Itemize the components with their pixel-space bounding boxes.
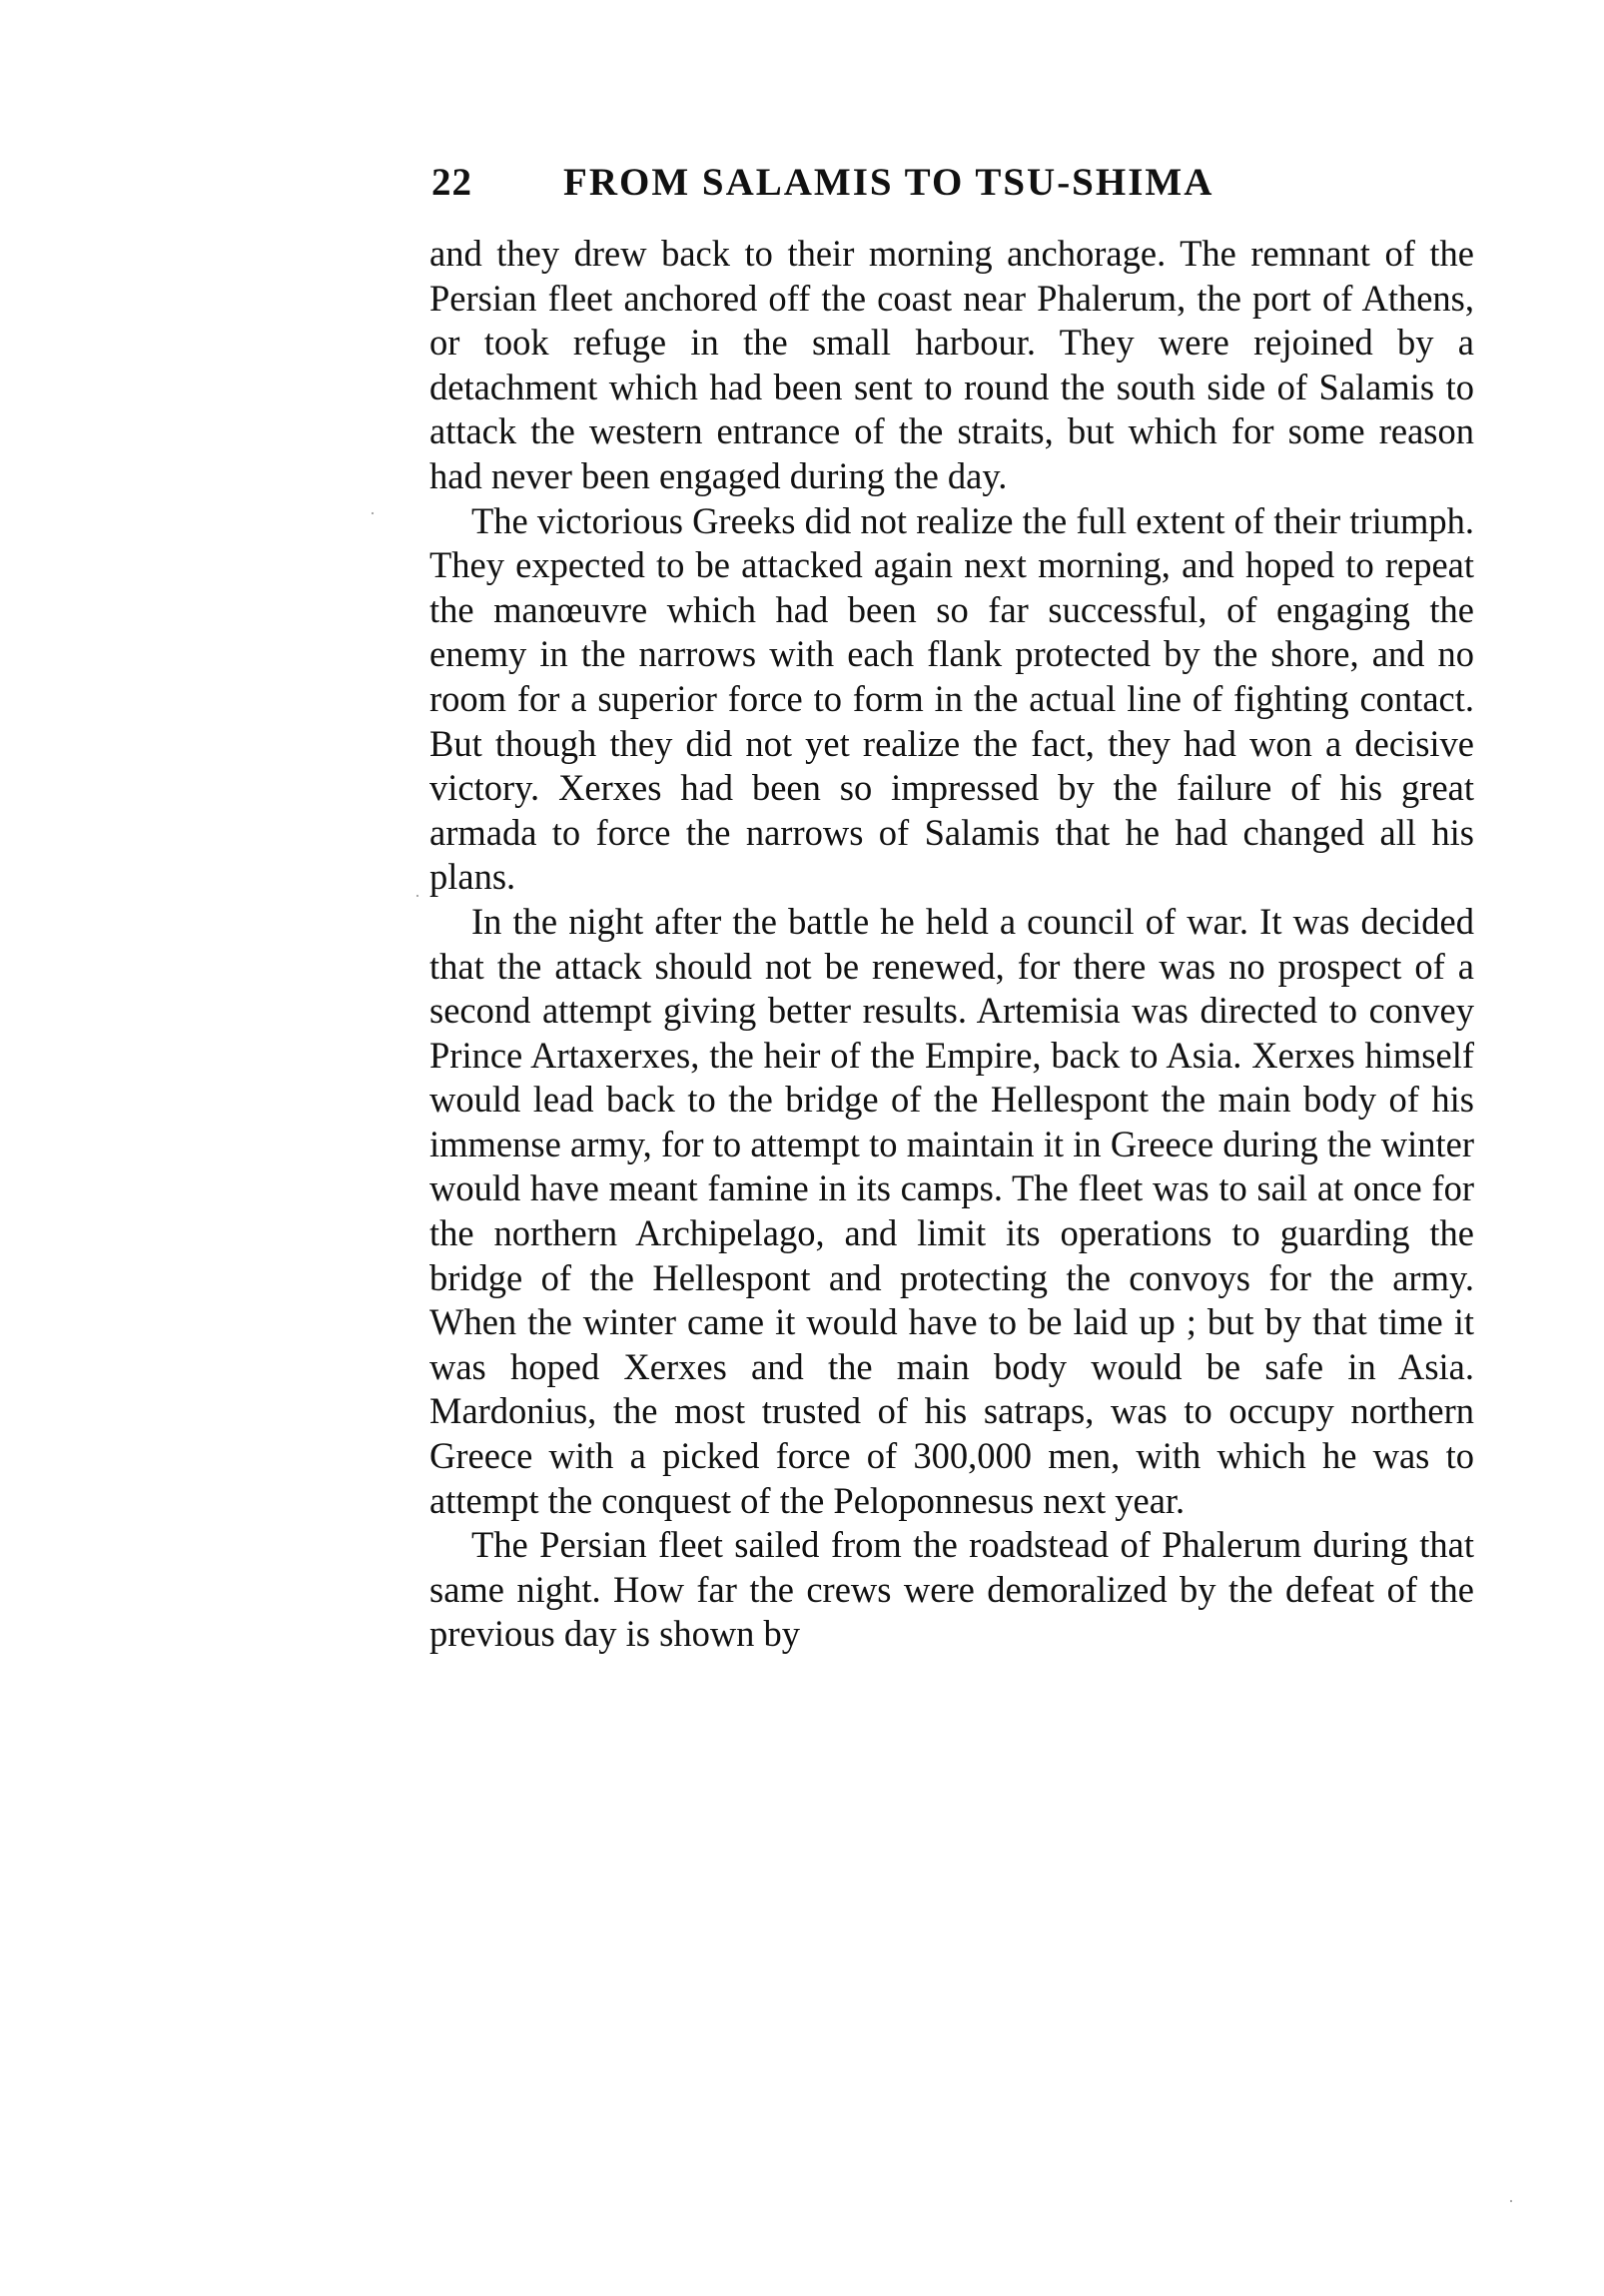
page-number: 22: [431, 161, 472, 204]
scan-speck: ·: [1508, 2191, 1514, 2211]
paragraph-victorious-greeks: The victorious Greeks did not realize the full extent of their triumph. They expected to be attacked again next morning, and hoped to repeat the manœuvre which had been so far successful, of engaging the enemy in the narrows with each flank protected by the shore, and no room for a superior force to form in the actual line of fighting contact. But though they did not yet realize the fact, they had won a decisive victory. Xerxes had been so impressed by the failure of his great armada to force the narrows of Salamis that he had changed all his plans.: [429, 499, 1474, 898]
paragraph-continued: and they drew back to their morning anchorage. The remnant of the Persian fleet anchored off the coast near Phalerum, the port of Athens, or took refuge in the small harbour. They were rejoined by a detachment which had been sent to round the south side of Salamis to attack the western entrance of the straits, but which for some reason had never been engaged during the day.: [429, 233, 1474, 496]
running-title: FROM SALAMIS TO TSU-SHIMA: [563, 161, 1214, 204]
paragraph-council-of-war: In the night after the battle he held a council of war. It was decided that the attack should not be renewed, for there was no prospect of a second attempt giving better results. Artemisia was directed to convey Prince Artaxerxes, the heir of the Empire, back to Asia. Xerxes himself would lead back to the bridge of the Hellespont the main body of his immense army, for to attempt to maintain it in Greece during the winter would have meant famine in its camps. The fleet was to sail at once for the northern Archipelago, and limit its operations to guarding the bridge of the Hellespont and protecting the convoys for the army. When the winter came it would have to be laid up ; but by that time it was hoped Xerxes and the main body would be safe in Asia. Mardonius, the most trusted of his satraps, was to occupy northern Greece with a picked force of 300,000 men, with which he was to attempt the conquest of the Peloponnesus next year.: [429, 900, 1474, 1521]
running-header: [431, 158, 1476, 208]
paragraph-persian-fleet-sailed: The Persian fleet sailed from the roadstead of Phalerum during that same night. How far the crews were demoralized by the defeat of the previous day is shown by: [429, 1524, 1474, 1655]
scan-speck: ·: [414, 886, 420, 906]
body-text: [429, 232, 1474, 1657]
scan-speck: ·: [370, 503, 376, 523]
